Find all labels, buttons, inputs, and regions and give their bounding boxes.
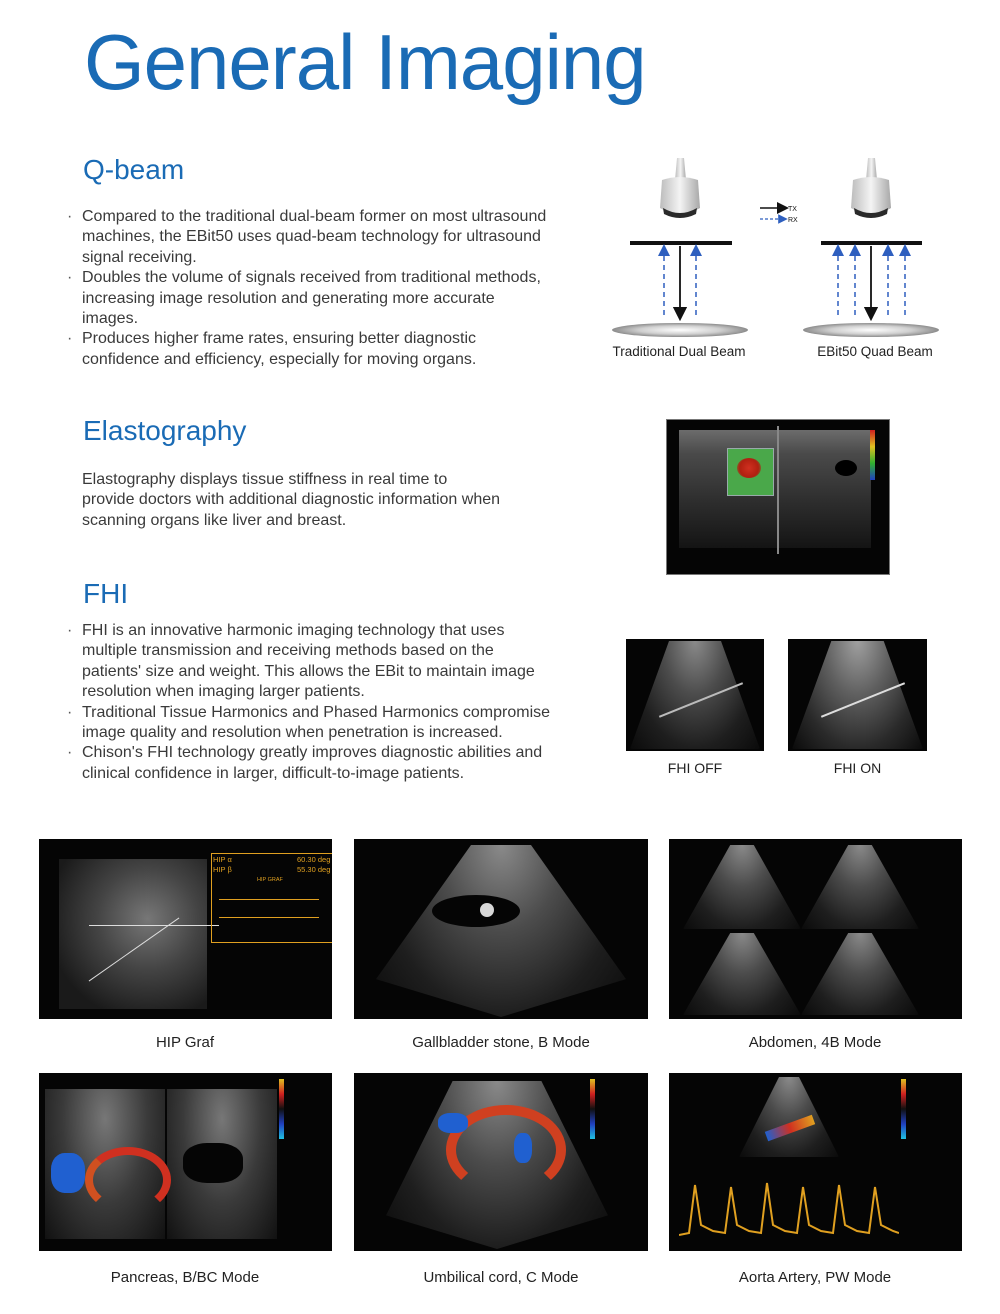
right-probe-icon: [851, 158, 891, 218]
left-target-disc: [612, 323, 748, 337]
beam-diagram: [600, 150, 960, 370]
beam-legend: [760, 206, 798, 224]
gallery-caption-1: HIP Graf: [155, 1034, 215, 1051]
aorta-pw-image: [669, 1073, 962, 1251]
hip-graf-image: [39, 839, 332, 1019]
qbeam-bullet-1: · Compared to the traditional dual-beam former on most ultrasound machines, the EBit50 uses quad-beam technology for ultrasound signal receiving.: [82, 207, 552, 268]
qbeam-heading: Q-beam: [83, 154, 185, 185]
gallbladder-image: [354, 839, 648, 1019]
fhi-heading: FHI: [83, 578, 129, 609]
fhi-off-caption: FHI OFF: [667, 760, 723, 776]
fhi-on-caption: FHI ON: [833, 760, 882, 776]
pancreas-image: [39, 1073, 332, 1251]
qbeam-bullet-2: · Doubles the volume of signals received from traditional methods, increasing image resolution and generating more accurate images.: [82, 268, 552, 329]
legend-rx: RX: [788, 217, 798, 224]
umbilical-cord-image: [354, 1073, 648, 1251]
hip-alpha-value: 60.30 deg: [297, 855, 331, 864]
gallery-caption-2: Gallbladder stone, B Mode: [412, 1034, 590, 1051]
qbeam-bullets: [82, 207, 552, 370]
legend-tx: TX: [788, 206, 797, 213]
right-target-disc: [803, 323, 939, 337]
gallery-caption-6: Aorta Artery, PW Mode: [738, 1269, 892, 1286]
fhi-bullet-1: · FHI is an innovative harmonic imaging technology that uses multiple transmission and receiving methods based on the patients' size and weight. This allows the EBit to maintain image resolution when imaging larger patients.: [82, 621, 552, 703]
fhi-bullet-3: · Chison's FHI technology greatly improves diagnostic abilities and clinical confidence in larger, difficult-to-image patients.: [82, 743, 552, 784]
fhi-bullet-2: · Traditional Tissue Harmonics and Phased Harmonics compromise image quality and resolution when penetration is increased.: [82, 703, 552, 744]
gallery-caption-3: Abdomen, 4B Mode: [748, 1034, 882, 1051]
elastography-text: Elastography displays tissue stiffness in real time to provide doctors with additional diagnostic information when scanning organs like liver and breast.: [82, 471, 501, 529]
left-probe-icon: [660, 158, 700, 218]
elastography-heading: Elastography: [83, 415, 247, 446]
abdomen-4b-image: [669, 839, 962, 1019]
hip-alpha-label: HIP α: [213, 855, 232, 864]
qbeam-bullet-3: · Produces higher frame rates, ensuring better diagnostic confidence and efficiency, especially for moving organs.: [82, 329, 552, 370]
gallery-caption-5: Umbilical cord, C Mode: [423, 1269, 579, 1286]
hip-beta-label: HIP β: [213, 865, 232, 874]
fhi-off-image: [626, 639, 764, 751]
elastography-image: [666, 419, 890, 575]
right-caption: EBit50 Quad Beam: [817, 344, 933, 359]
hip-beta-value: 55.30 deg: [297, 865, 331, 874]
gallery-caption-4: Pancreas, B/BC Mode: [110, 1269, 260, 1286]
doppler-waveform: [679, 1165, 899, 1245]
fhi-on-image: [788, 639, 927, 751]
left-caption: Traditional Dual Beam: [612, 344, 746, 359]
hip-graf-label: HIP GRAF: [257, 877, 283, 883]
page-title: General Imaging: [84, 18, 646, 106]
fhi-bullets: [82, 621, 552, 784]
